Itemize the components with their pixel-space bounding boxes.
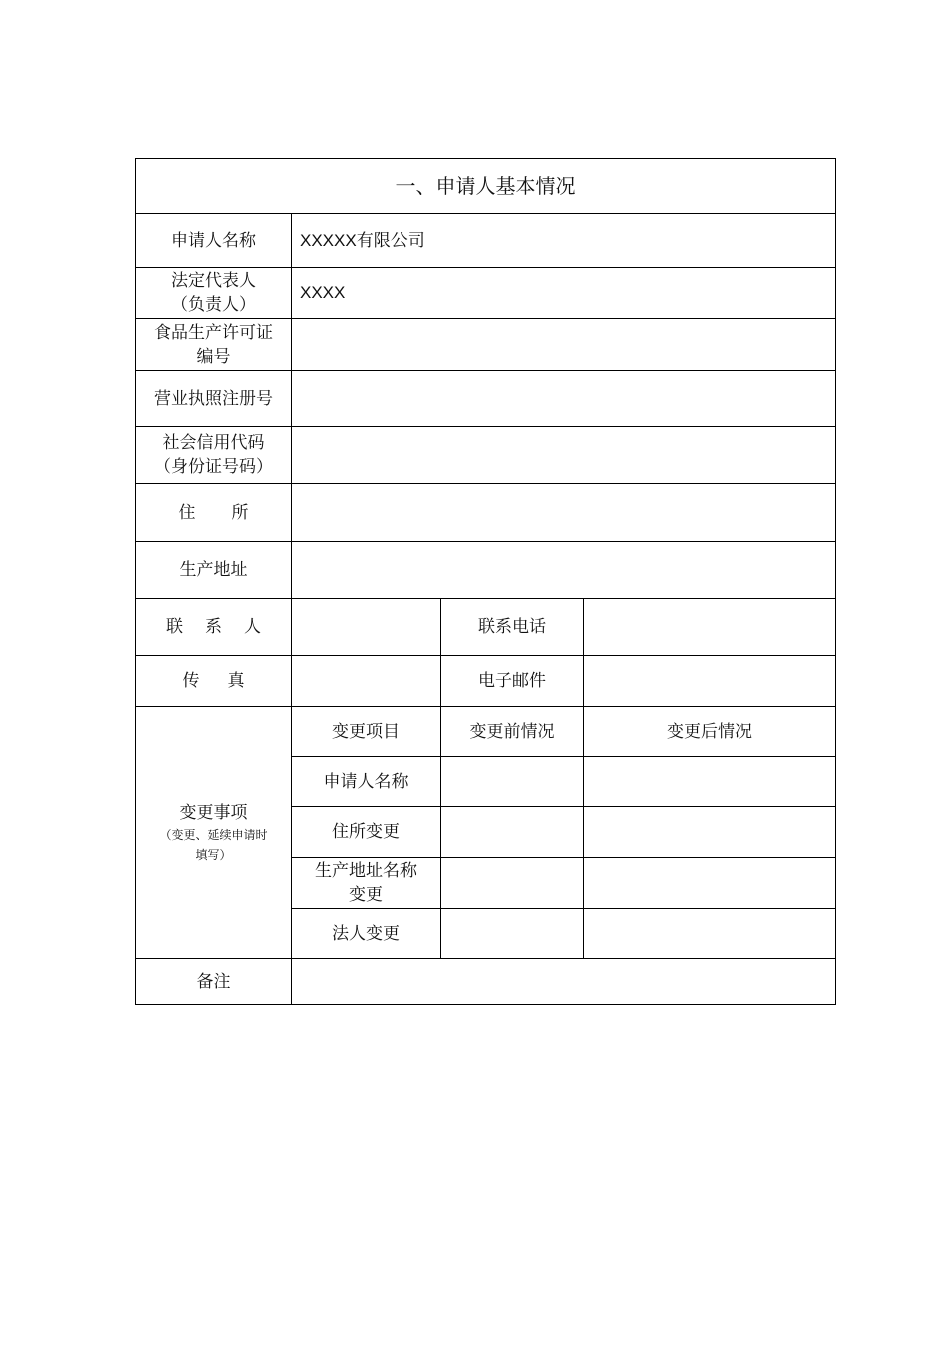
legal-rep-label (136, 268, 292, 319)
change-item-legal-person: 法人变更 (292, 909, 441, 959)
production-address-value[interactable] (292, 542, 836, 599)
changes-note-line2: 填写） (195, 847, 232, 862)
fax-value[interactable] (292, 656, 441, 707)
section-title: 一、申请人基本情况 (136, 159, 836, 214)
license-no-value[interactable] (292, 319, 836, 371)
change-item-applicant-name: 申请人名称 (292, 757, 441, 807)
change-before-cell[interactable] (441, 909, 584, 959)
applicant-name-value[interactable]: XXXXX有限公司 (292, 214, 836, 268)
change-item-production-address-line1: 生产地址名称 (315, 861, 417, 881)
phone-label: 联系电话 (441, 599, 584, 656)
remarks-label: 备注 (136, 959, 292, 1005)
change-item-residence: 住所变更 (292, 807, 441, 858)
phone-value[interactable] (584, 599, 836, 656)
changes-header-before: 变更前情况 (441, 707, 584, 757)
remarks-value[interactable] (292, 959, 836, 1005)
license-no-label (136, 319, 292, 371)
change-before-cell[interactable] (441, 757, 584, 807)
residence-value[interactable] (292, 484, 836, 542)
change-before-cell[interactable] (441, 858, 584, 909)
change-item-production-address (292, 858, 441, 909)
contact-label-c: 人 (244, 617, 261, 637)
business-reg-label: 营业执照注册号 (136, 371, 292, 427)
changes-header-after: 变更后情况 (584, 707, 836, 757)
applicant-name-label: 申请人名称 (136, 214, 292, 268)
credit-code-label-line2: （身份证号码） (154, 457, 273, 477)
credit-code-label (136, 427, 292, 484)
residence-label (136, 484, 292, 542)
changes-header-item: 变更项目 (292, 707, 441, 757)
credit-code-value[interactable] (292, 427, 836, 484)
legal-rep-label-line2: （负责人） (171, 295, 256, 315)
fax-label (136, 656, 292, 707)
changes-label: 变更事项 (179, 802, 248, 823)
credit-code-label-line1: 社会信用代码 (162, 433, 265, 453)
license-no-label-line2: 编号 (196, 346, 231, 367)
change-after-cell[interactable] (584, 807, 836, 858)
residence-label-b: 所 (231, 502, 249, 523)
business-reg-value[interactable] (292, 371, 836, 427)
fax-label-b: 真 (227, 671, 245, 691)
change-before-cell[interactable] (441, 807, 584, 858)
legal-rep-label-line1: 法定代表人 (171, 271, 256, 291)
change-item-production-address-line2: 变更 (349, 885, 383, 905)
contact-label-b: 系 (205, 617, 222, 637)
fax-label-a: 传 (182, 671, 200, 691)
change-after-cell[interactable] (584, 858, 836, 909)
change-after-cell[interactable] (584, 909, 836, 959)
changes-note-line1: （变更、延续申请时 (159, 827, 268, 842)
contact-label (136, 599, 292, 656)
changes-label-cell (136, 707, 292, 959)
change-after-cell[interactable] (584, 757, 836, 807)
email-label: 电子邮件 (441, 656, 584, 707)
legal-rep-value[interactable]: XXXX (292, 268, 836, 319)
email-value[interactable] (584, 656, 836, 707)
applicant-info-table (135, 158, 836, 1005)
contact-value[interactable] (292, 599, 441, 656)
license-no-label-line1: 食品生产许可证 (154, 322, 273, 343)
production-address-label: 生产地址 (136, 542, 292, 599)
contact-label-a: 联 (166, 617, 183, 637)
residence-label-a: 住 (178, 502, 196, 523)
